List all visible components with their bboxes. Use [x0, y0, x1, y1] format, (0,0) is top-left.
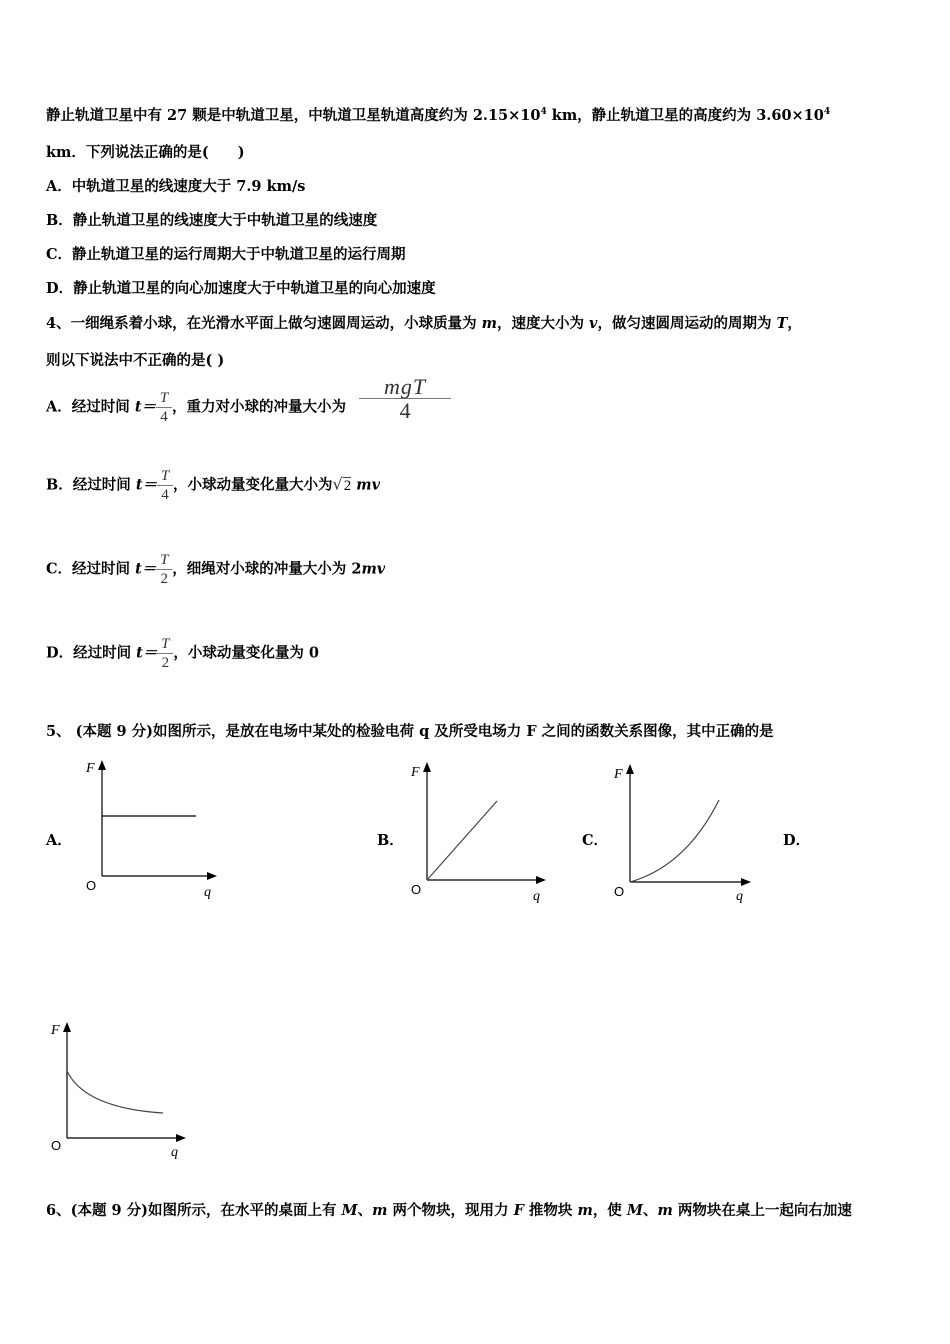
graph-b-linear — [405, 760, 550, 908]
fraction-t-over-4: $\frac{T}{4}$ — [156, 389, 172, 426]
q3-option-b: B．静止轨道卫星的线速度大于中轨道卫星的线速度 — [46, 212, 378, 229]
graph-a-constant — [80, 758, 220, 906]
svg-text:q: q — [204, 885, 211, 900]
q5-label-a: A． — [46, 832, 72, 849]
svg-text:F: F — [86, 761, 95, 776]
q5-label-c: C． — [582, 832, 609, 849]
q5-stem: 5、 (本题 9 分)如图所示，是放在电场中某处的检验电荷 q 及所受电场力 F 之间的函数关系图像，其中正确的是 — [46, 723, 774, 740]
q4-stem-line1: 4、一细绳系着小球，在光滑水平面上做匀速圆周运动，小球质量为 m，速度大小为 v，做匀速圆周运动的周期为 T， — [46, 315, 802, 332]
fraction-t-over-2: $\frac{T}{2}$ — [157, 635, 173, 672]
q3-option-d: D．静止轨道卫星的向心加速度大于中轨道卫星的向心加速度 — [46, 280, 436, 297]
q3-option-a: A．中轨道卫星的线速度大于 7.9 km/s — [46, 178, 306, 195]
q4-stem-line2: 则以下说法中不正确的是( ) — [46, 352, 225, 369]
q5-label-d: D． — [783, 832, 811, 849]
svg-text:O: O — [51, 1138, 62, 1153]
q4-option-a: A．经过时间 t＝ $\frac{T}{4}$ ，重力对小球的冲量大小为 $\frac{\text{mgT}}{4}$ — [46, 384, 451, 431]
q3-stem-line2: km．下列说法正确的是( ) — [46, 144, 245, 161]
fraction-mgt-over-4: $\frac{\text{mgT}}{4}$ — [359, 376, 451, 423]
q6-stem: 6、(本题 9 分)如图所示，在水平的桌面上有 M、m 两个物块，现用力 F 推物块 m，使 M、m 两物块在桌上一起向右加速 — [46, 1202, 852, 1219]
q4-option-b: B．经过时间 t＝ $\frac{T}{4}$ ，小球动量变化量大小为√2 mv — [46, 468, 381, 503]
graph-c-curve-up — [608, 762, 758, 910]
fraction-t-over-2: $\frac{T}{2}$ — [156, 551, 172, 588]
q4-option-c: C．经过时间 t＝ $\frac{T}{2}$ ，细绳对小球的冲量大小为 2mv — [46, 552, 386, 587]
q4-option-d: D．经过时间 t＝ $\frac{T}{2}$ ，小球动量变化量为 0 — [46, 636, 319, 671]
svg-text:F: F — [51, 1023, 60, 1038]
svg-text:q: q — [171, 1145, 178, 1160]
svg-text:q: q — [533, 889, 540, 904]
graph-d-curve-down — [45, 1018, 193, 1166]
svg-text:F: F — [614, 767, 623, 782]
svg-text:F: F — [411, 765, 420, 780]
q5-label-b: B． — [377, 832, 404, 849]
svg-text:O: O — [614, 884, 625, 899]
svg-text:O: O — [86, 878, 97, 893]
q3-stem-line1: 静止轨道卫星中有 27 颗是中轨道卫星，中轨道卫星轨道高度约为 $2.15\times 10^4$ km，静止轨道卫星的高度约为 $3.60\times 10^4$ — [46, 107, 831, 124]
svg-text:q: q — [736, 889, 743, 904]
fraction-t-over-4: $\frac{T}{4}$ — [157, 467, 173, 504]
q3-option-c: C．静止轨道卫星的运行周期大于中轨道卫星的运行周期 — [46, 246, 406, 263]
svg-text:O: O — [411, 882, 422, 897]
sqrt-symbol: √ — [332, 474, 343, 494]
